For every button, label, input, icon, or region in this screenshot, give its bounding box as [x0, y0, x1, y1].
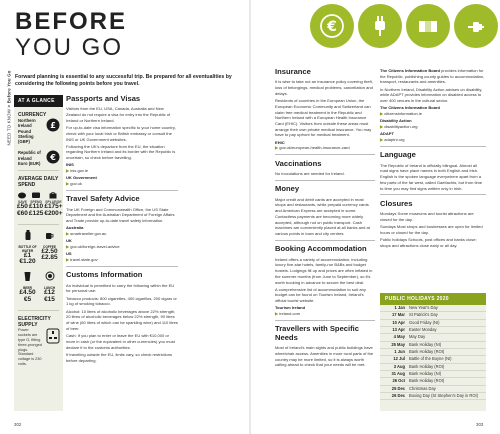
passports-title: Passports and Visas [66, 94, 141, 103]
coffee-cup-icon [45, 230, 54, 240]
booking-title: Booking Accommodation [275, 244, 367, 254]
holiday-date: 13 Apr [392, 327, 405, 333]
holiday-row [380, 386, 486, 393]
insurance-title: Insurance [275, 67, 311, 76]
spend-spend: SPEND £110 £125 [29, 190, 43, 218]
holiday-row [380, 342, 486, 349]
holiday-row [380, 393, 486, 400]
right-column-b [380, 68, 486, 250]
public-holidays-list [380, 305, 486, 400]
holiday-row [380, 334, 486, 341]
side-section-label: NEED TO KNOW > Before You Go [6, 70, 12, 146]
spend-splurge: SPLURGE £175+ €200+ [44, 190, 62, 218]
page-number-right: 303 [476, 422, 484, 427]
spend-save: SAVE £50 €60 [17, 190, 28, 218]
money-title: Money [275, 184, 300, 194]
special-needs-title: Travellers with Specific Needs [275, 324, 359, 342]
holiday-row [380, 327, 486, 334]
at-a-glance-heading: AT A GLANCE [14, 95, 63, 107]
closures-body: Mondays Some museums and tourist attractions are closed for the day. Sundays Most shops and businesses are open for limited hours or closed for the day. Public holidays Schools, post offices and banks close; shops and attractions close early or all day. [380, 211, 483, 248]
holiday-row [380, 320, 486, 327]
spend-title: AVERAGE DAILY SPEND [18, 176, 59, 188]
euro-icon [310, 4, 354, 48]
plug-socket-icon [454, 4, 498, 48]
price-items-grid [14, 225, 63, 306]
holiday-date: 10 Apr [392, 319, 405, 325]
spine-divider [249, 0, 251, 434]
icon-row [310, 4, 498, 48]
spend-grid [14, 188, 63, 220]
money-body: Major credit and debit cards are accepted in most shops and restaurants, while prepaid currency cards and American Express are accepted in some. Contactless payments are becoming more widely accepted, although not on public transport. Cash machines are conveniently placed at all banks and at various points in town and city centres. [275, 196, 370, 236]
customs-title: Customs Information [66, 270, 143, 280]
holiday-date: 3 Aug [393, 363, 405, 369]
water-bottle-icon [25, 230, 31, 240]
holiday-name: St Patrick's Day [409, 312, 438, 318]
holiday-name: Christmas Day [409, 385, 436, 391]
holiday-date: 25 Dec [391, 385, 405, 391]
side-label-main: Before You Go [6, 70, 12, 104]
currency-title: CURRENCY [18, 112, 47, 118]
language-body: The Republic of Ireland is officially bilingual. Almost all road signs have place names in both English and Irish. English is the spoken language everywhere apart from a few parts of the far west, called Gaeltachts, but from time to time you may find signs written only in Irish. [380, 162, 483, 191]
power-plug-icon [358, 4, 402, 48]
intro-text: Forward planning is essential to any successful trip. Be prepared for all eventualities by considering the following points before you travel. [15, 74, 232, 88]
wallet-icon [31, 191, 41, 199]
left-column-a [66, 95, 178, 365]
vaccinations-body: No inoculations are needed for Ireland. [275, 171, 345, 176]
holiday-name: Boxing Day (St Stephen's Day in ROI) [409, 393, 479, 399]
svg-text:€: € [50, 153, 56, 163]
holiday-date: 12 Jul [393, 356, 405, 362]
bag-icon [48, 191, 58, 199]
vaccinations-title: Vaccinations [275, 158, 322, 168]
booking-body: Ireland offers a variety of accommodation, including luxury five-star hotels, family-run B&Bs and budget hostels. Lodgings fill up and prices are often inflated in the summer months (from June to September), so it's worth booking in advance to secure the best deal. A comprehensive list of accommodation to suit any budget can be found on Tourism Ireland, Ireland's official tourist website. Tourism Ireland ▶ ireland.com [275, 256, 373, 317]
electricity-title: ELECTRICITY SUPPLY [18, 315, 51, 328]
at-a-glance-panel [14, 95, 63, 411]
holiday-row [380, 305, 486, 312]
price-water: BOTTLE OF WATER £1 €1.20 [17, 227, 38, 267]
lunch-plate-icon [45, 271, 55, 281]
right-column-a [275, 68, 375, 368]
holiday-date: 17 Mar [392, 312, 405, 318]
holiday-name: Bank Holiday (ROI) [409, 349, 445, 355]
insurance-body: It is wise to take out an insurance policy covering theft, loss of belongings, medical problems, cancellation and delays. Residents of countries in the European Union, the European Economic Community and Switzerland can claim free medical treatment in the Republic and Northern Ireland with a European Health Insurance Card (EHIC). Visitors from outside these areas must arrange their own private medical insurance. You may have to pay upfront for medical treatment. EHIC ▶ gov.uk/european-health-insurance-card [275, 79, 373, 151]
holiday-date: 26 Dec [391, 393, 405, 399]
holiday-row [380, 349, 486, 356]
holiday-name: Good Friday (NI) [409, 319, 440, 325]
pound-coin-icon [46, 118, 60, 132]
electricity-text: Power sockets are type G, fitting three-pronged plugs. Standard voltage is 230 volts. [18, 327, 42, 367]
closures-title: Closures [380, 198, 413, 208]
holiday-name: Bank Holiday (NI) [409, 341, 442, 347]
price-coffee: COFFEE £2.50 £2.85 [39, 227, 60, 267]
advice-body: The UK Foreign and Commonwealth Office, the US State Department and the Australian Department of Foreign Affairs and Trade provide up-to-date travel safety information. Australia ▶ smartraveller.gov.au UK ▶ gov.uk/foreign-travel-advice US ▶ travel.state.gov [66, 206, 175, 263]
beer-glass-icon [24, 271, 31, 281]
socket-type-g-icon [46, 328, 60, 344]
holiday-row [380, 356, 486, 363]
currency-roi: Republic of Ireland Euro (EUR) [18, 150, 41, 166]
page-number-left: 302 [14, 422, 22, 427]
holiday-name: Bank Holiday (NI) [409, 371, 442, 377]
svg-text:€: € [327, 19, 337, 35]
passports-body: Visitors from the EU, USA, Canada, Australia and New Zealand do not require a visa for entry into the Republic of Ireland or Northern Ireland. For up-to-date visa information specific to your home country, check with your local Irish or British embassy or consult the INIS or UK Government websites. Following the UK's departure from the EU, the situation regarding Northern Ireland and its border with the Republic is uncertain, so check before travelling. INIS ▶ inis.gov.ie UK Government ▶ gov.uk [66, 106, 176, 187]
customs-body: An individual is permitted to carry the following within the EU for personal use: Tobacco products: 800 cigarettes, 400 cigarillos, 200 cigars or 1 kg of smoking tobacco. Alcohol: 10 litres of alcoholic beverages above 22% strength, 20 litres of alcoholic beverages below 22% strength, 90 litres of wine (60 litres of which can be sparkling wine) and 110 litres of beer. Cash: If you plan to enter or leave the EU with €10,000 or more in cash (or the equivalent in other currencies) you must declare it to the customs authorities. If travelling outside the EU, limits vary, so check restrictions before departing. [66, 282, 178, 363]
holiday-name: Bank Holiday (ROI) [409, 363, 445, 369]
holiday-name: Easter Monday [409, 327, 437, 333]
holiday-date: 1 Jan [394, 305, 405, 310]
holiday-date: 31 Aug [391, 371, 405, 377]
citizens-info-body: The Citizens Information Board provides information for the Republic, publishing county guides to accommodation, transport, restaurants and amenities. In Northern Ireland, Disability Action advises on disability, while ADAPT provides information on disabled access to over 400 venues in the cultural sector. The Citizens Information Board ▶ citizensinformation.ie Disability Action ▶ disabilityaction.org ADAPT ▶ adaptni.org [380, 68, 485, 143]
advice-title: Travel Safety Advice [66, 194, 140, 204]
holiday-date: 25 May [391, 341, 405, 347]
side-label-prefix: NEED TO KNOW [6, 108, 12, 146]
price-beer: BEER £4.50 €5 [17, 268, 38, 304]
special-needs-body: Most of Ireland's main sights and public buildings have wheelchair access. Amenities in more rural parts of the country may be more limited, so it is always worth calling ahead to check that your needs will be met. [275, 345, 374, 368]
holiday-row [380, 371, 486, 378]
public-holidays-heading: PUBLIC HOLIDAYS 2020 [380, 293, 486, 305]
price-lunch: LUNCH £12 €15 [39, 268, 60, 304]
public-holidays-panel [380, 293, 486, 411]
piggy-bank-icon [17, 191, 27, 199]
page-title-line2: YOU GO [15, 34, 124, 61]
holiday-name: New Year's Day [409, 305, 438, 310]
svg-text:£: £ [50, 121, 56, 130]
holiday-row [380, 364, 486, 371]
holiday-date: 4 May [393, 334, 405, 340]
holiday-row [380, 378, 486, 385]
euro-coin-icon [46, 150, 60, 164]
page-title-line1: BEFORE [15, 8, 128, 35]
holiday-date: 1 Jun [394, 349, 405, 355]
language-title: Language [380, 150, 416, 160]
holiday-date: 26 Oct [392, 378, 405, 384]
flag-icon [406, 4, 450, 48]
holiday-name: May Day [409, 334, 426, 340]
holiday-row [380, 312, 486, 319]
holiday-name: Bank Holiday (ROI) [409, 378, 445, 384]
holiday-name: Battle of the Boyne (NI) [409, 356, 452, 362]
currency-ni: Northern Ireland Pound Sterling (GBP) [18, 118, 36, 144]
